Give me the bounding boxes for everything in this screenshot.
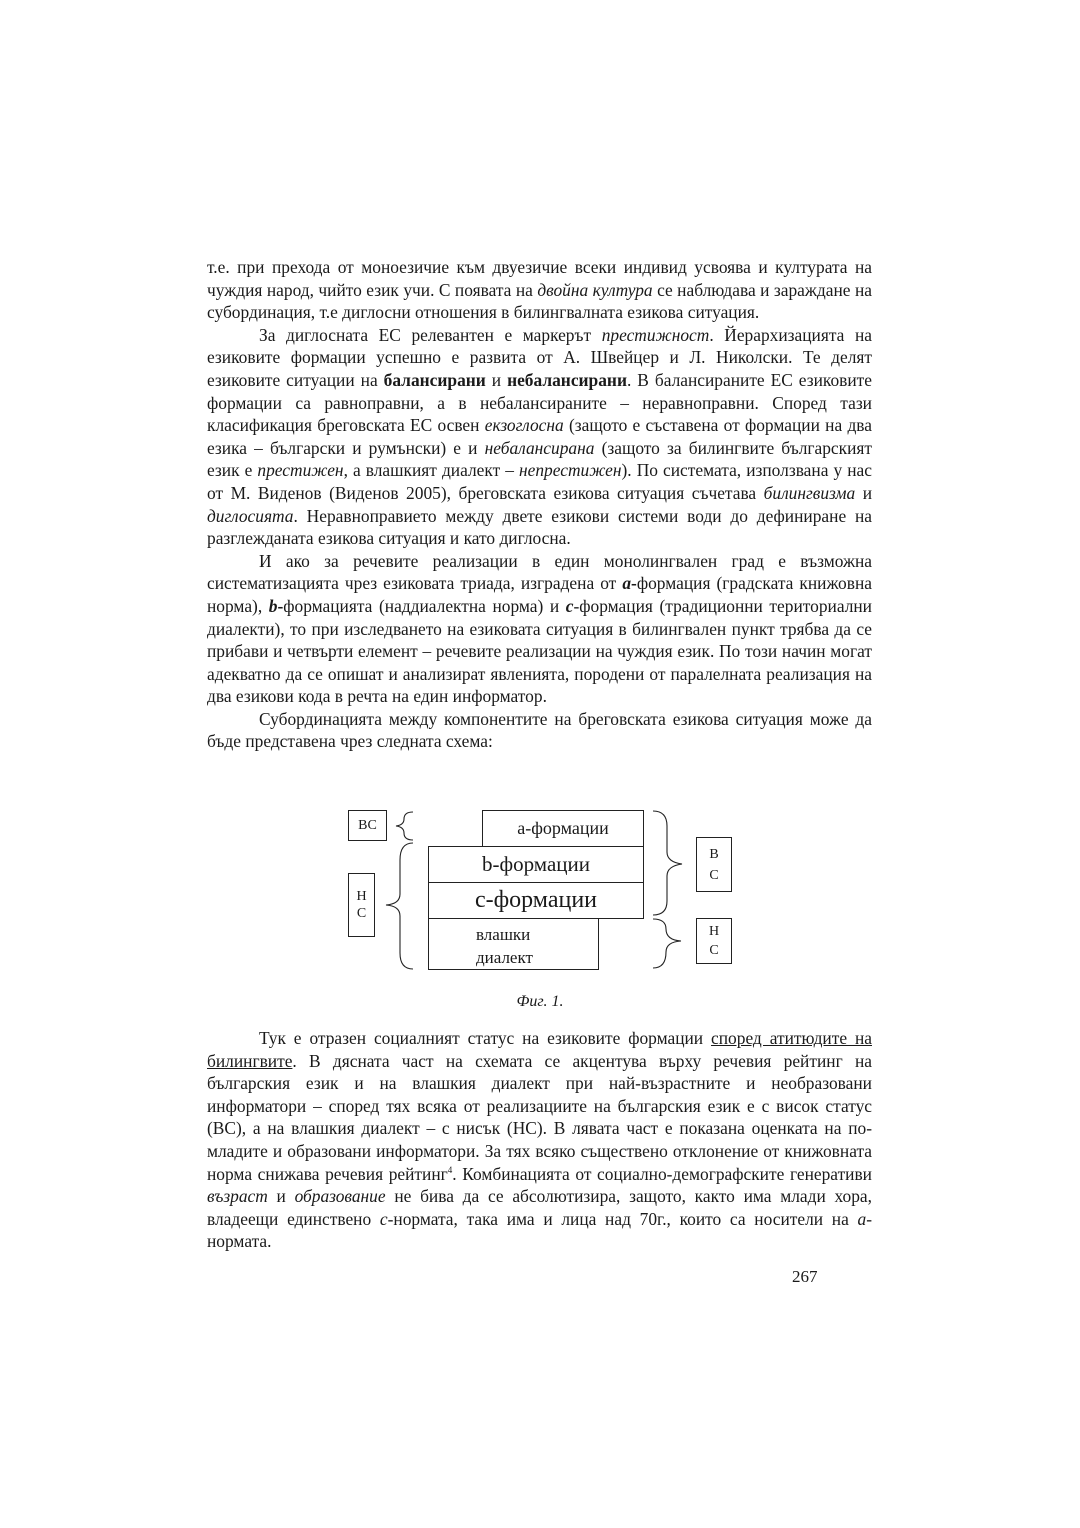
text-run: диглосията — [207, 505, 294, 526]
text-run: . Йерархизацията на езиковите формации успешно е развита от А. Швейцер и Л. Николски. Те делят езиковите ситуации на — [207, 324, 872, 390]
text-run: Тук е отразен социалният статус на езиковите формации — [259, 1028, 712, 1048]
left-status-box-top: ВС — [348, 810, 387, 841]
page-number: 267 — [792, 1267, 818, 1286]
text-run: образование — [294, 1186, 386, 1207]
right-status-box-bottom: Н С — [696, 918, 732, 964]
text-run: се наблюдава и зараждане на субординация, т.е диглосни отношения в билингвалната езикова ситуация. — [207, 279, 872, 323]
text-run: b — [268, 595, 278, 616]
text-run: (защото за билингвите българският език е — [207, 437, 873, 481]
text-run: небалансирани — [507, 369, 627, 390]
text-run: не бива да се абсолютизира, защото, както има млади хора, владеещи единствено — [207, 1186, 872, 1229]
text-run: престижност — [601, 324, 710, 345]
text-run: екзоглосна — [484, 415, 564, 436]
text-run: (защото е съставена от формации на два езика – български и румънски) е и — [207, 415, 872, 458]
right-brace-bottom — [653, 919, 681, 968]
row-a-formations: а-формации — [482, 810, 644, 847]
text-run: . Комбинацията от социално-демографските генеративи — [452, 1163, 872, 1184]
paragraph — [207, 1027, 872, 1253]
text-run: двойна култура — [537, 279, 653, 300]
text-run: небалансирана — [484, 437, 595, 458]
text-run: , а влашкият диалект – — [343, 460, 520, 481]
left-brace-top — [396, 812, 413, 840]
row-c-formations: с-формации — [428, 882, 644, 919]
text-run: с — [379, 1208, 388, 1229]
text-run: . В балансираните ЕС езиковите формации са равноправни, а в небалансираните – неравноправни. Според тази класификация бреговската ЕС освен — [207, 369, 873, 436]
text-run: балансирани — [383, 369, 486, 390]
text-run: според атитюдите на билингвите — [207, 1028, 872, 1071]
left-brace-large — [386, 843, 413, 969]
text-block-bottom — [207, 1027, 872, 1253]
text-run: и — [855, 482, 872, 503]
row-vlach-dialect: влашки диалект — [428, 918, 599, 970]
text-run: - — [277, 595, 284, 616]
row-b-formations: b-формации — [428, 846, 644, 883]
text-run: непрестижен — [519, 460, 622, 481]
text-run: и — [485, 369, 508, 390]
text-run: възраст — [207, 1186, 268, 1207]
left-status-box-mid: Н С — [348, 873, 375, 937]
right-status-box-top: В С — [696, 837, 732, 892]
text-run: -нормата, така има и лица над 70г., които са носители на — [387, 1208, 858, 1229]
text-run: -формация (традиционни териториални диалекти), то при изследването на езиковата ситуация в билингвален пункт трябва да се прибави и четвърти елемент – речевите реализации на чуждия език. По този начин могат адекватно да се опишат и анализират явленията, породени от паралелната реализация на два езикови кода в речта на един информатор. — [207, 595, 872, 707]
text-run: билингвизма — [763, 482, 856, 503]
text-run: т.е. при прехода от моноезичие към двуезичие всеки индивид усвоява и културата на чуждия народ, чийто език учи. С появата на — [207, 257, 872, 300]
text-run: И ако за речевите реализации в един монолингвален град е възможна систематизацията чрез езиковата триада, изградена от — [207, 550, 872, 594]
text-run: и — [267, 1186, 295, 1207]
text-run: - — [631, 573, 637, 594]
text-run: престижен — [257, 460, 344, 481]
text-run: 4 — [447, 1164, 453, 1175]
text-run: формация (градската книжовна норма), — [207, 573, 872, 616]
text-run: а — [857, 1208, 867, 1229]
text-run: -нормата. — [207, 1208, 872, 1252]
text-run: . Неравноправието между двете езикови системи води до дефиниране на разглежданата езикова ситуация и като диглосна. — [207, 505, 872, 549]
text-run: c — [565, 595, 574, 616]
text-run: За диглосната ЕС релевантен е маркерът — [259, 324, 602, 345]
text-run: формацията (наддиалектна норма) и — [283, 595, 566, 616]
text-run: ). По системата, използвана у нас от М. Виденов (Виденов 2005), бреговската езикова ситуация съчетава — [207, 460, 872, 503]
figure-caption: Фиг. 1. — [516, 993, 564, 1010]
right-brace-top — [653, 811, 682, 915]
text-run: Субординацията между компонентите на бреговската езикова ситуация може да бъде представена чрез следната схема: — [207, 708, 872, 752]
text-run: . В дясната част на схемата се акцентува върху речевия рейтинг на българския език и на влашкия диалект при най-възрастните и необразовани информатори – според тях всяка от реализациите на българския език е с висок статус (ВС), а на влашкия диалект – с нисък (НС). В лявата част е показана оценката на по-младите и образовани информатори. За тях всяко съществено отклонение от книжовната норма снижава речевия рейтинг — [207, 1050, 872, 1184]
text-run: a — [622, 573, 632, 594]
